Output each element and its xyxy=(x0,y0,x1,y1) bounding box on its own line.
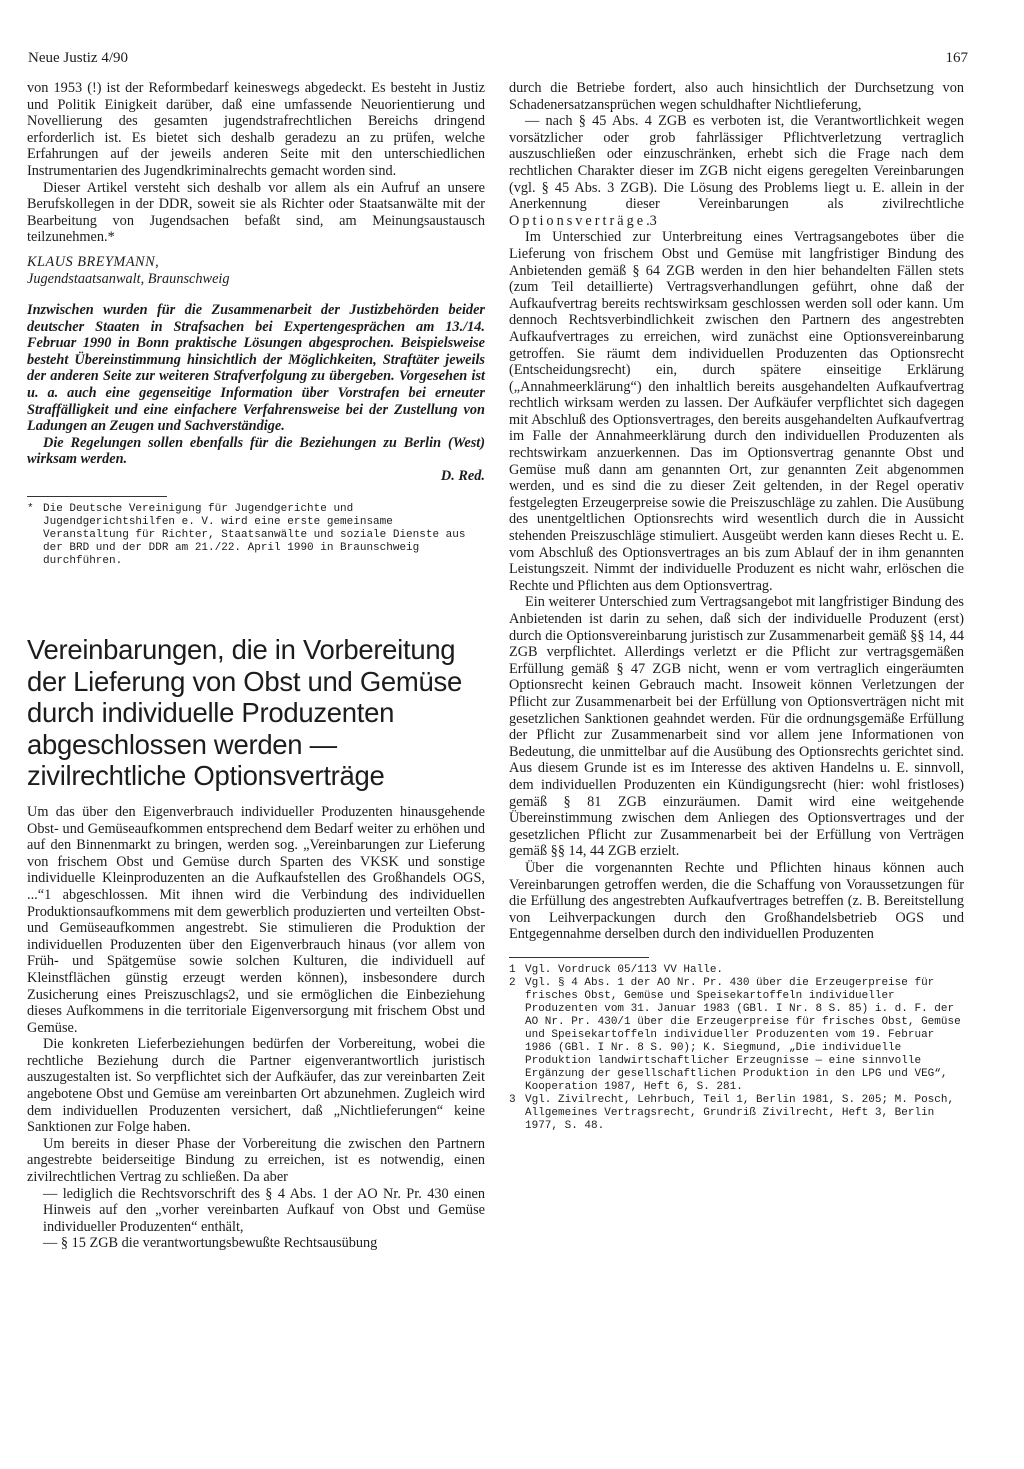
footnote-mark: * xyxy=(27,503,34,516)
headline-line: abgeschlossen werden — xyxy=(27,728,337,760)
author-signature xyxy=(27,254,485,288)
editorial-sign: D. Red. xyxy=(440,467,485,484)
headline-line: zivilrechtliche Optionsverträge xyxy=(27,760,385,792)
running-header xyxy=(28,50,968,72)
footnote xyxy=(509,1094,964,1133)
paragraph: Um das über den Eigenverbrauch individueller Produzenten hinausgehende Obst- und Gemüseaufkommen entsprechend dem Bedarf weiter zu erhöhen und auf den Binnenmarkt zu bringen, werden sog. „Vereinbarungen zur Lieferung von frischem Obst und Gemüse durch Sparten des VKSK und sonstige individuelle Kleinproduzenten an die Aufkaufstellen des Großhandels OGS, ...“1 abgeschlossen. Mit ihnen wird die Verbindung des individuellen Produktionsaufkommens mit dem gewerblich produzierten und verteilten Obst- und Gemüseaufkommen angestrebt. Sie stimulieren die Produktion der individuellen Produzenten über den Eigenverbrauch hinaus (vor allem von Früh- und Spätgemüse sowie solchen Kulturen, die individuell auf Kleinstflächen günstig erzeugt werden können), insbesondere durch Zusicherung eines Preiszuschlags2, und sie ermöglichen die Einbeziehung dieses Aufkommens in die territoriale Eigenversorgung mit frischem Obst und Gemüse. xyxy=(27,803,485,1036)
footnote-text: Vgl. Vordruck 05/113 VV Halle. xyxy=(525,963,724,976)
paragraph: Um bereits in dieser Phase der Vorbereitung die zwischen den Partnern angestrebte beiderseitige Bindung zu erreichen, ist es notwendig, einen zivilrechtlichen Vertrag zu schließen. Da aber xyxy=(27,1135,485,1186)
paragraph: Über die vorgenannten Rechte und Pflichten hinaus können auch Vereinbarungen getroffen werden, die die Schaffung von Voraussetzungen für die Erfüllung des angestrebten Aufkaufvertrages betreffen (z. B. Bereitstellung von Leihverpackungen durch den Großhandelsbetrieb OGS und Entgegennahme derselben durch den individuellen Produzenten xyxy=(509,859,964,943)
author-name: KLAUS BREYMANN, xyxy=(27,253,160,270)
editorial-last-line xyxy=(27,435,485,468)
editorial-note xyxy=(27,302,485,485)
article-headline xyxy=(27,634,485,792)
paragraph: Die konkreten Lieferbeziehungen bedürfen der Vorbereitung, wobei die rechtliche Beziehung durch die Partner eigenverantwortlich juristisch auszugestalten ist. So verpflichtet sich der Aufkäufer, das zur vereinbarten Zeit angebotene Obst und Gemüse am vereinbarten Ort abzunehmen. Zugleich wird dem individuellen Produzenten versichert, daß „Nichtlieferungen“ keine Sanktionen zur Folge haben. xyxy=(27,1036,485,1136)
paragraph xyxy=(509,113,964,229)
footnotes xyxy=(509,957,964,1133)
emphasized-term: Optionsverträge xyxy=(509,212,647,229)
left-column xyxy=(27,80,485,1252)
footnote-mark: 3 xyxy=(509,1093,516,1106)
footnote-mark: 2 xyxy=(509,976,516,989)
headline-line: durch individuelle Produzenten xyxy=(27,697,395,729)
footnote-text: Vgl. § 4 Abs. 1 der AO Nr. Pr. 430 über die Erzeugerpreise für frisches Obst, Gemüse und Speisekartoffeln individueller Produzenten vom 31. Januar 1983 (GBl. I Nr. 8 S. 85) i. d. F. der AO Nr. Pr. 430/1 über die Erzeugerpreise für frisches Obst, Gemüse und Speisekartoffeln individueller Produzenten vom 19. Februar 1986 (GBl. I Nr. 8 S. 90); K. Siegmund, „Die individuelle Produktion landwirtschaftlicher Erzeugnisse — eine sinnvolle Ergänzung der gesellschaftlichen Produktion in den LPG und VEG“, Kooperation 1987, Heft 6, S. 281. xyxy=(525,976,961,1093)
list-item: — § 15 ZGB die verantwortungsbewußte Rechtsausübung xyxy=(43,1235,378,1252)
headline-line: Vereinbarungen, die in Vorbereitung xyxy=(27,634,456,666)
footnote-mark: 1 xyxy=(509,963,516,976)
footnote-text: Die Deutsche Vereinigung für Jugendgerichte und Jugendgerichtshilfen e. V. wird eine erste gemeinsame Veranstaltung für Richter, Staatsanwälte und soziale Dienste aus der BRD und der DDR am 21./22. April 1990 in Braunschweig durchführen. xyxy=(43,503,466,568)
page-number: 167 xyxy=(945,50,968,66)
footnote-divider xyxy=(509,957,649,958)
author-role: Jugendstaatsanwalt, Braunschweig xyxy=(27,270,230,287)
footnote-ref: .3 xyxy=(646,212,657,229)
editorial-paragraph: Die Regelungen sollen ebenfalls für die Beziehungen zu Berlin (West) wirksam werden. xyxy=(27,434,485,468)
right-column xyxy=(509,80,964,1133)
footnote-divider xyxy=(27,496,167,497)
footnote-text: Vgl. Zivilrecht, Lehrbuch, Teil 1, Berlin 1981, S. 205; M. Posch, Allgemeines Vertragsrecht, Grundriß Zivilrecht, Heft 3, Berlin 1977, S. 48. xyxy=(525,1093,955,1132)
paragraph: Ein weiterer Unterschied zum Vertragsangebot mit langfristiger Bindung des Anbietenden ist darin zu sehen, daß sich der individuelle Produzent (erst) durch die Optionsvereinbarung juristisch zur Zusammenarbeit gemäß §§ 14, 44 ZGB verpflichtet. Allerdings verletzt er die Pflicht zur vertragsgemäßen Erfüllung gemäß § 47 ZGB nicht, wenn er vom vertraglich eingeräumten Optionsrecht keinen Gebrauch macht. Insoweit können Verletzungen der Pflicht zur Zusammenarbeit bei der Erfüllung von Optionsverträgen nicht mit gesetzlichen Sanktionen geahndet werden. Für die ordnungsgemäße Erfüllung der Pflicht zur Zusammenarbeit sind vor allem jene Informationen von Bedeutung, die unmittelbar auf die Ausübung des Optionsrechts gerichtet sind. Aus diesem Grunde ist es im Interesse des aktiven Handelns u. E. sinnvoll, dem individuellen Produzenten ein Kündigungsrecht (hier: wohl fristloses) gemäß § 81 ZGB einzuräumen. Damit wird eine weitgehende Übereinstimmung zwischen dem Anliegen des Optionsvertrages und der gesetzlichen Pflicht zur Zusammenarbeit bei der Erfüllung von Verträgen gemäß §§ 14, 44 ZGB erzielt. xyxy=(509,594,964,860)
paragraph: von 1953 (!) ist der Reformbedarf keineswegs abgedeckt. Es besteht in Justiz und Politik Einigkeit darüber, daß eine umfassende Neuorientierung und Novellierung des gesamten jugendstrafrechtlichen Bereichs dringend erforderlich ist. Es bietet sich deshalb geradezu an zu prüfen, welche Erfahrungen auf der jeweils anderen Seite mit den unterschiedlichen Instrumentarien des Jugendkriminalrechts gemacht worden sind. xyxy=(27,80,485,179)
footnote xyxy=(27,503,485,568)
paragraph: durch die Betriebe fordert, also auch hinsichtlich der Durchsetzung von Schadenersatzansprüchen wegen schuldhafter Nichtlieferung, xyxy=(509,80,964,113)
headline-line: der Lieferung von Obst und Gemüse xyxy=(27,665,462,697)
editorial-paragraph: Inzwischen wurden für die Zusammenarbeit der Justizbehörden beider deutscher Staaten in Strafsachen bei Expertengesprächen am 13./14. Februar 1990 in Bonn praktische Lösungen abgesprochen. Beispielsweise besteht Übereinstimmung hinsichtlich der Möglichkeiten, Straftäter jeweils der anderen Seite zur weiteren Strafverfolgung zu übergeben. Vorgesehen ist u. a. auch eine gegenseitige Information über Vorstrafen bei erneuter Straffälligkeit und eine einfachere Verfahrensweise bei der Zustellung von Ladungen an Zeugen und Sachverständige. xyxy=(27,301,485,435)
list-item: — lediglich die Rechtsvorschrift des § 4 Abs. 1 der AO Nr. Pr. 430 einen Hinweis auf den „vorher vereinbarten Aufkauf von Obst und Gemüse individueller Produzenten“ enthält, xyxy=(43,1185,485,1235)
footnote xyxy=(509,964,964,977)
paragraph-text: — nach § 45 Abs. 4 ZGB es verboten ist, die Verantwortlichkeit wegen vorsätzlicher oder grob fahrlässiger Pflichtverletzung vertraglich auszuschließen oder einzuschränken, erhebt sich die Frage nach dem rechtlichen Charakter dieser im ZGB nicht eigens geregelten Vereinbarungen (vgl. § 45 Abs. 3 ZGB). Die Lösung des Problems liegt u. E. allein in der Anerkennung dieser Vereinbarungen als zivilrechtliche xyxy=(509,113,964,213)
paragraph: Im Unterschied zur Unterbreitung eines Vertragsangebotes über die Lieferung von frischem Obst und Gemüse mit langfristiger Bindung des Anbietenden gemäß § 64 ZGB werden in den hier behandelten Fällen stets (zum Teil detaillierte) Vertragsverhandlungen geführt, ohne daß der Aufkaufvertrag bereits rechtswirksam geschlossen werden soll oder kann. Um dennoch Rechtsverbindlichkeit zwischen den Partnern des angestrebten Aufkaufvertrages zu erreichen, wird zunächst eine Optionsvereinbarung getroffen. Sie räumt dem individuellen Produzenten das Optionsrecht (Entscheidungsrecht) ein, durch spätere einseitige Erklärung („Annahmeerklärung“) den inhaltlich bereits ausgehandelten Aufkaufvertrag rechtlich wirksam werden zu lassen. Der Aufkäufer verpflichtet sich dagegen mit Abschluß des Optionsvertrages, den bereits ausgehandelten Aufkaufvertrag im Falle der Annahmeerklärung durch den individuellen Produzenten als rechtswirkam anzuerkennen. Das im Optionsvertrag genannte Obst und Gemüse muß dann am genannten Ort, zur genannten Zeit abgenommen werden, und es sind die zu dieser Zeit geltenden, in der Regel operativ festgelegten Erzeugerpreise sowie die Preiszuschläge zu zahlen. Die Ausübung des unentgeltlichen Optionsrechts wird wesentlich durch die in Aussicht stehenden Preiszuschläge stimuliert. Ausgeübt werden kann dieses Recht u. E. vom Abschluß des Optionsvertrages an bis zum Ablauf der in ihm genannten Leistungszeit. Nimmt der individuelle Produzent es nicht wahr, erlöschen die Rechte und Pflichten aus dem Optionsvertrag. xyxy=(509,229,964,594)
journal-title: Neue Justiz 4/90 xyxy=(28,50,128,66)
paragraph: Dieser Artikel versteht sich deshalb vor allem als ein Aufruf an unsere Berufskollegen in der DDR, soweit sie als Richter oder Staatsanwälte mit der Bearbeitung von Jugendsachen befaßt sind, am Meinungsaustausch teilzunehmen.* xyxy=(27,179,485,246)
footnote xyxy=(509,977,964,1094)
